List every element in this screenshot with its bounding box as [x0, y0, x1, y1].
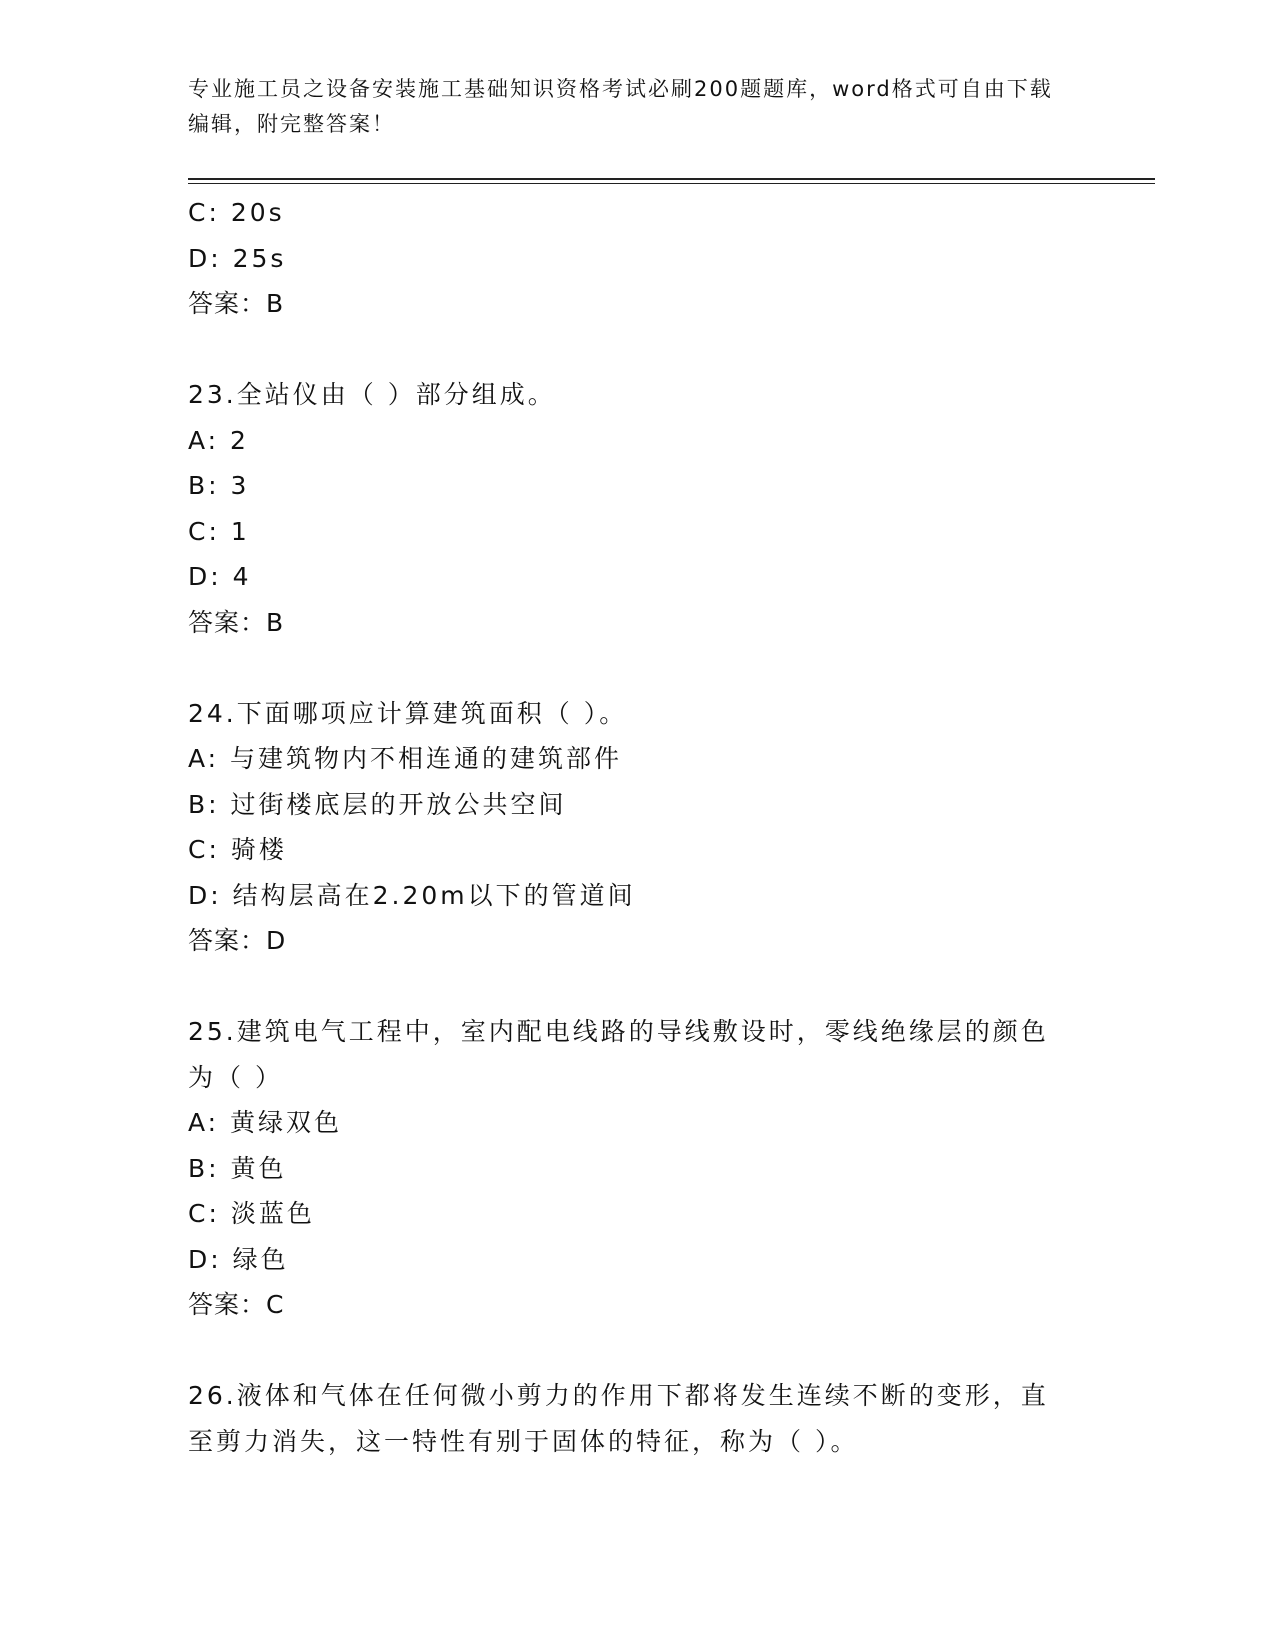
- question-23: [188, 372, 1088, 645]
- option-d: D: 结构层高在2.20m以下的管道间: [188, 880, 636, 910]
- option-a: A: 与建筑物内不相连通的建筑部件: [188, 744, 623, 773]
- header-rule-thick: [188, 178, 1155, 180]
- question-text: 25.建筑电气工程中，室内配电线路的导线敷设时，零线绝缘层的颜色为（ ）: [188, 1017, 1049, 1092]
- question-text: 26.液体和气体在任何微小剪力的作用下都将发生连续不断的变形，直至剪力消失，这一特性有别于固体的特征，称为（ ）。: [188, 1381, 1049, 1456]
- spacer: [188, 1328, 1088, 1374]
- option-b: B: 过街楼底层的开放公共空间: [188, 789, 567, 819]
- question-list: [188, 190, 1088, 1464]
- spacer: [188, 645, 1088, 691]
- question-26: [188, 1373, 1088, 1464]
- question-text: 23.全站仪由（ ）部分组成。: [188, 380, 556, 409]
- document-header: 专业施工员之设备安装施工基础知识资格考试必刷200题题库，word格式可自由下载编辑，附完整答案！: [188, 77, 1053, 136]
- question-24: [188, 691, 1088, 964]
- option-c: C: 1: [188, 516, 250, 546]
- option-c: C: 20s: [188, 198, 285, 227]
- option-a: A: 黄绿双色: [188, 1108, 343, 1137]
- option-b: B: 3: [188, 471, 250, 500]
- answer-label: 答案：D: [188, 926, 287, 955]
- option-a: A: 2: [188, 425, 249, 455]
- option-d: D: 25s: [188, 243, 287, 273]
- option-c: C: 淡蓝色: [188, 1199, 315, 1228]
- option-d: D: 4: [188, 562, 252, 591]
- answer-label: 答案：B: [188, 289, 285, 318]
- option-c: C: 骑楼: [188, 835, 287, 864]
- answer-label: 答案：B: [188, 607, 285, 637]
- option-d: D: 绿色: [188, 1244, 289, 1274]
- spacer: [188, 327, 1088, 373]
- spacer: [188, 964, 1088, 1010]
- answer-label: 答案：C: [188, 1290, 285, 1319]
- question-text: 24.下面哪项应计算建筑面积（ ）。: [188, 698, 628, 728]
- option-b: B: 黄色: [188, 1153, 287, 1183]
- header-rule-thin: [188, 183, 1155, 184]
- question-22-tail: [188, 190, 1088, 327]
- question-25: [188, 1009, 1088, 1328]
